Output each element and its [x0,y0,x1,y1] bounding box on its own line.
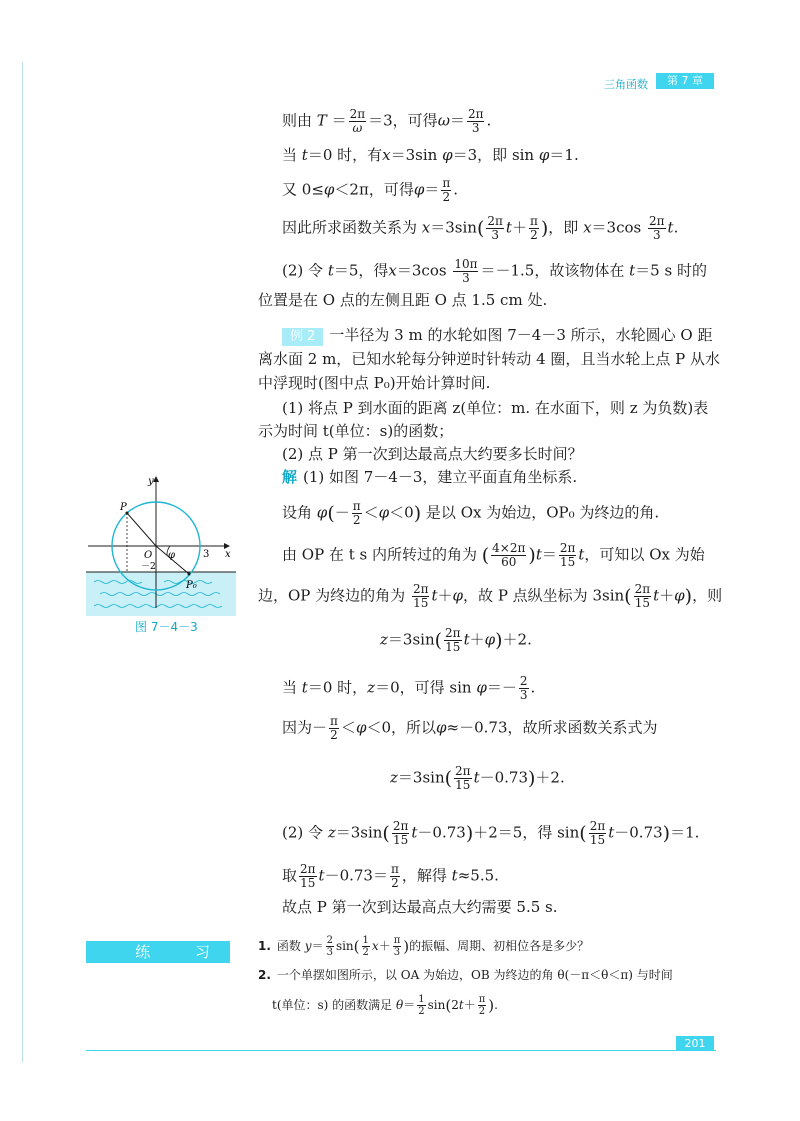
example2-tag: 例 2 [282,328,323,346]
exercise-2-a: 2. 一个单摆如图所示，以 OA 为始边，OB 为终边的角 θ(－π＜θ＜π) 与时间 [258,968,673,982]
answer-line-4: 边，OP 为终边的角为 $\frac{2\pi}{15}$ t＋φ，故 P 点纵坐标为 3sin( $\frac{2\pi}{15}$ t＋φ)，则 [258,582,723,610]
label-x: x [225,549,231,560]
practice-header: 练 习 [86,941,230,963]
answer-label: 解 [282,468,298,486]
label-y: y [148,476,154,487]
example2-line-1: 例 2 一半径为 3 m 的水轮如图 7－4－3 所示，水轮圆心 O 距 [282,325,712,346]
water-wheel-figure [86,470,246,620]
answer-line-10: 取 $\frac{2\pi}{15}$ t－0.73＝ $\frac{\pi}{2}$ ，解得 t≈5.5. [282,862,499,890]
question-1-a: (1) 将点 P 到水面的距离 z(单位：m. 在水面下，则 z 为负数)表 [282,399,709,417]
header-book-title: 三角函数 [604,78,648,91]
label-p0: P₀ [186,580,197,591]
point-p0 [188,573,191,576]
answer-line-2: 设角 φ(－ $\frac{\pi}{2}$ ＜φ＜0) 是以 Ox 为始边，OP₀ 为终边的角. [282,499,660,527]
sol-line-5: (2) 令 t＝5，得x＝3cos $\frac{10\pi}{3}$ ＝－1.5，故该物体在 t＝5 s 时的 [282,257,707,285]
answer-formula-1: z＝3sin( $\frac{2\pi}{15}$ t＋φ)＋2. [380,626,532,654]
sol-line-1: 则由 T ＝ $\frac{2\pi}{\omega}$ ＝3，可得ω＝ $\frac{2\pi}{3}$ . [282,107,492,135]
label-phi: φ [168,550,176,561]
label-three: 3 [203,549,210,560]
label-p: P [120,502,127,513]
page-number: 201 [676,1036,714,1051]
answer-line-1: 解 (1) 如图 7－4－3，建立平面直角坐标系. [282,468,578,486]
answer-line-3: 由 OP 在 t s 内所转过的角为 ( $\frac{4\times 2\pi}{60}$ )t＝ $\frac{2\pi}{15}$ t，可知以 Ox 为始 [282,541,705,569]
exercise-1: 1. 函数 y＝ $\frac{2}{3}$ sin( $\frac{1}{2}$ x＋ $\frac{\pi}{3}$ )的振幅、周期、初相位各是多少？ [258,935,590,958]
page-left-rule [22,62,23,1062]
sol-line-3: 又 0≤φ＜2π，可得φ＝ $\frac{\pi}{2}$ . [282,176,459,204]
y-axis-arrow [153,476,159,482]
question-2: (2) 点 P 第一次到达最高点大约要多长时间？ [282,445,583,463]
answer-formula-2: z＝3sin( $\frac{2\pi}{15}$ t－0.73)＋2. [390,764,565,792]
sol-line-2: 当 t＝0 时，有x＝3sin φ＝3，即 sin φ＝1. [282,146,579,164]
exercise-2-b: t(单位：s) 的函数满足 θ＝ $\frac{1}{2}$ sin(2t＋ $\frac{\pi}{2}$ ). [272,994,498,1017]
answer-line-9: (2) 令 z＝3sin( $\frac{2\pi}{15}$ t－0.73)＋2＝5，得 sin( $\frac{2\pi}{15}$ t－0.73)＝1. [282,819,700,847]
sol-line-6: 位置是在 O 点的左侧且距 O 点 1.5 cm 处. [258,291,548,309]
sol-line-4: 因此所求函数关系为 x＝3sin( $\frac{2\pi}{3}$ t＋ $\frac{\pi}{2}$ )，即 x＝3cos $\frac{2\pi}{3}$ t. [282,214,679,242]
header-chapter-badge: 第 7 章 [656,73,714,89]
label-minus-two: －2 [141,562,156,572]
example2-line-2: 离水面 2 m，已知水轮每分钟逆时针转动 4 圈，且当水轮上点 P 从水 [258,350,721,368]
answer-line-7: 因为－ $\frac{\pi}{2}$ ＜φ＜0，所以φ≈－0.73，故所求函数关系式为 [282,714,658,742]
label-o: O [144,550,153,561]
example2-line-3: 中浮现时(图中点 P₀)开始计算时间. [258,374,491,392]
footer-rule [86,1050,716,1051]
segment-op [127,513,156,546]
answer-line-11: 故点 P 第一次到达最高点大约需要 5.5 s. [282,898,558,916]
question-1-b: 示为时间 t(单位：s)的函数； [258,422,454,440]
answer-line-6: 当 t＝0 时，z＝0，可得 sin φ＝－ $\frac{2}{3}$ . [282,674,536,702]
figure-caption: 图 7－4－3 [135,620,198,634]
